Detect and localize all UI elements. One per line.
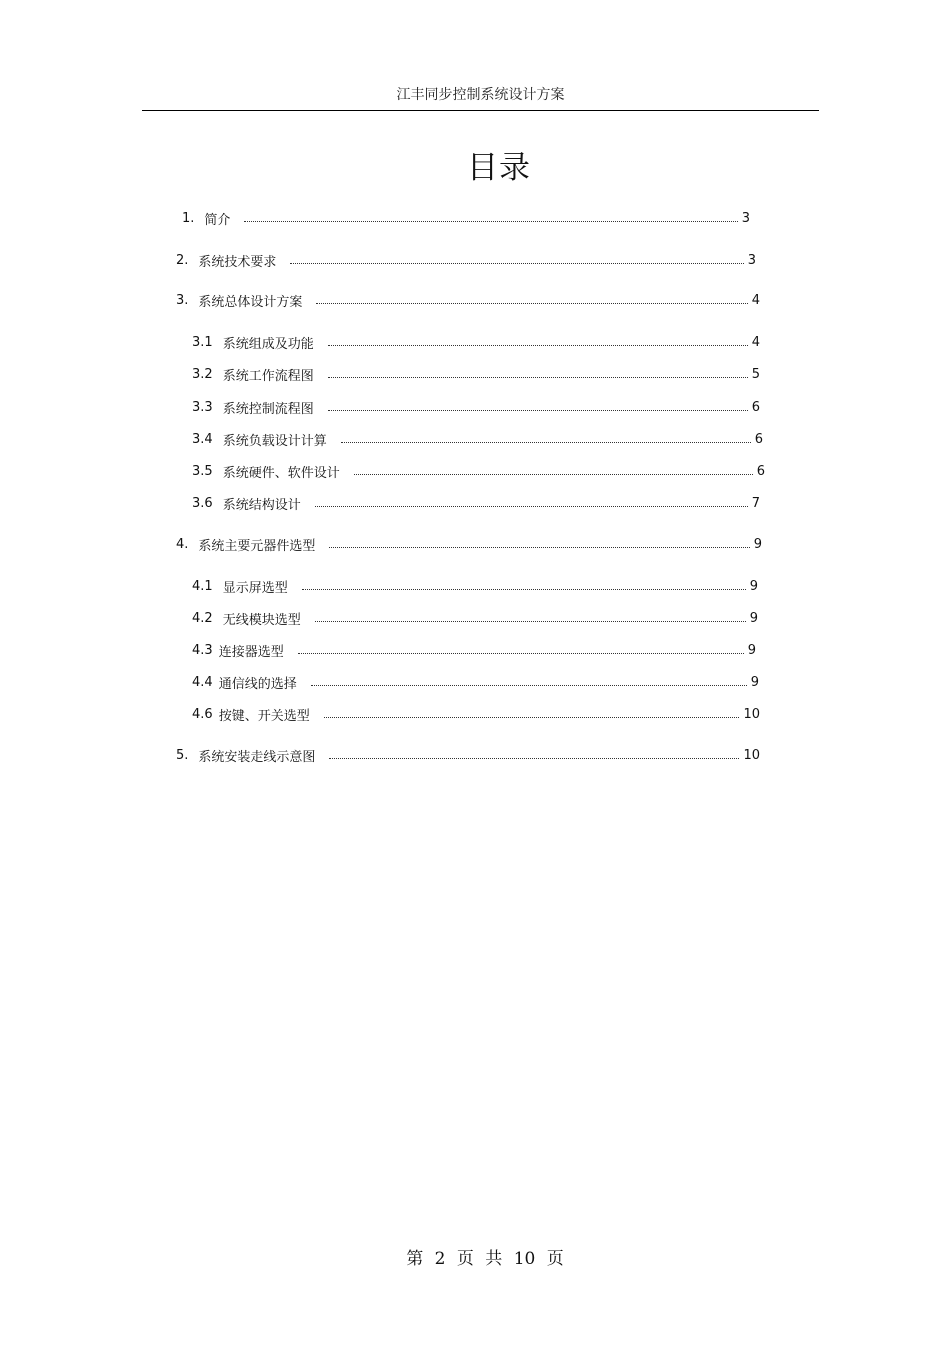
toc-dot-leader	[324, 706, 740, 722]
toc-entry-label: 系统负载设计计算	[222, 433, 327, 449]
toc-dot-leader	[329, 536, 749, 552]
toc-entry-label: 显示屏选型	[222, 580, 288, 596]
toc-entry-page: 6	[751, 399, 760, 415]
toc-dot-leader	[328, 334, 748, 350]
toc-entry[interactable]	[176, 536, 762, 552]
toc-entry-label: 连接器选型	[218, 644, 284, 660]
toc-dot-leader	[311, 674, 747, 690]
toc-entry[interactable]	[192, 578, 758, 594]
toc-entry-number: 4.1	[192, 578, 213, 594]
toc-entry-page: 9	[750, 674, 759, 690]
header-divider	[142, 110, 819, 111]
toc-entry-page: 10	[743, 747, 760, 763]
toc-dot-leader	[302, 578, 746, 594]
toc-entry-page: 6	[754, 431, 763, 447]
toc-entry-page: 9	[749, 578, 758, 594]
page-header: 江丰同步控制系统设计方案	[396, 87, 565, 103]
toc-entry-label: 系统工作流程图	[222, 368, 314, 384]
toc-dot-leader	[328, 366, 748, 382]
toc-entry[interactable]	[176, 292, 760, 308]
toc-entry-label: 简介	[204, 212, 231, 228]
toc-entry-number: 3.	[176, 292, 189, 308]
toc-entry-page: 9	[753, 536, 762, 552]
toc-dot-leader	[354, 463, 753, 479]
toc-entry-number: 5.	[176, 747, 189, 763]
toc-entry[interactable]	[192, 366, 760, 382]
toc-entry-label: 无线模块选型	[222, 612, 301, 628]
toc-entry-page: 9	[749, 610, 758, 626]
toc-entry-page: 4	[751, 334, 760, 350]
toc-entry-label: 系统控制流程图	[222, 401, 314, 417]
toc-entry[interactable]	[192, 610, 758, 626]
toc-entry[interactable]	[192, 706, 760, 722]
toc-entry-label: 系统安装走线示意图	[198, 749, 316, 765]
toc-dot-leader	[244, 210, 737, 226]
toc-dot-leader	[316, 292, 747, 308]
toc-entry-label: 系统组成及功能	[222, 336, 314, 352]
toc-entry-page: 6	[756, 463, 765, 479]
toc-entry-number: 3.1	[192, 334, 213, 350]
toc-entry[interactable]	[176, 747, 760, 763]
toc-entry[interactable]	[176, 252, 756, 268]
toc-entry-number: 3.4	[192, 431, 213, 447]
toc-dot-leader	[341, 431, 751, 447]
toc-entry-label: 系统结构设计	[222, 497, 301, 513]
toc-entry[interactable]	[192, 463, 765, 479]
toc-entry-number: 3.2	[192, 366, 213, 382]
toc-entry-page: 3	[741, 210, 750, 226]
toc-entry-page: 7	[751, 495, 760, 511]
toc-entry[interactable]	[192, 399, 760, 415]
toc-entry-label: 系统技术要求	[198, 254, 277, 270]
toc-dot-leader	[328, 399, 748, 415]
toc-dot-leader	[298, 642, 744, 658]
toc-entry[interactable]	[192, 495, 760, 511]
toc-dot-leader	[315, 495, 748, 511]
toc-entry-page: 3	[747, 252, 756, 268]
toc-entry-number: 4.4	[192, 674, 213, 690]
toc-title: 目录	[467, 150, 531, 186]
toc-entry-number: 3.5	[192, 463, 213, 479]
toc-entry-label: 通信线的选择	[218, 676, 297, 692]
toc-entry-page: 9	[747, 642, 756, 658]
page-number-footer: 第 2 页 共 10 页	[406, 1249, 564, 1269]
toc-entry-label: 系统主要元器件选型	[198, 538, 316, 554]
toc-entry-number: 4.2	[192, 610, 213, 626]
toc-entry[interactable]	[192, 674, 759, 690]
toc-entry-label: 按键、开关选型	[218, 708, 310, 724]
toc-entry-page: 4	[751, 292, 760, 308]
toc-entry-number: 3.3	[192, 399, 213, 415]
toc-dot-leader	[315, 610, 746, 626]
toc-entry[interactable]	[182, 210, 750, 226]
toc-entry-number: 2.	[176, 252, 189, 268]
toc-entry-page: 10	[743, 706, 760, 722]
toc-entry[interactable]	[192, 642, 756, 658]
toc-entry[interactable]	[192, 334, 760, 350]
toc-entry-number: 4.	[176, 536, 189, 552]
toc-entry-number: 4.6	[192, 706, 213, 722]
toc-entry-number: 3.6	[192, 495, 213, 511]
toc-entry[interactable]	[192, 431, 763, 447]
toc-entry-label: 系统硬件、软件设计	[222, 465, 340, 481]
toc-entry-number: 1.	[182, 210, 195, 226]
toc-entry-page: 5	[751, 366, 760, 382]
toc-dot-leader	[329, 747, 739, 763]
toc-dot-leader	[290, 252, 743, 268]
toc-entry-label: 系统总体设计方案	[198, 294, 303, 310]
toc-entry-number: 4.3	[192, 642, 213, 658]
